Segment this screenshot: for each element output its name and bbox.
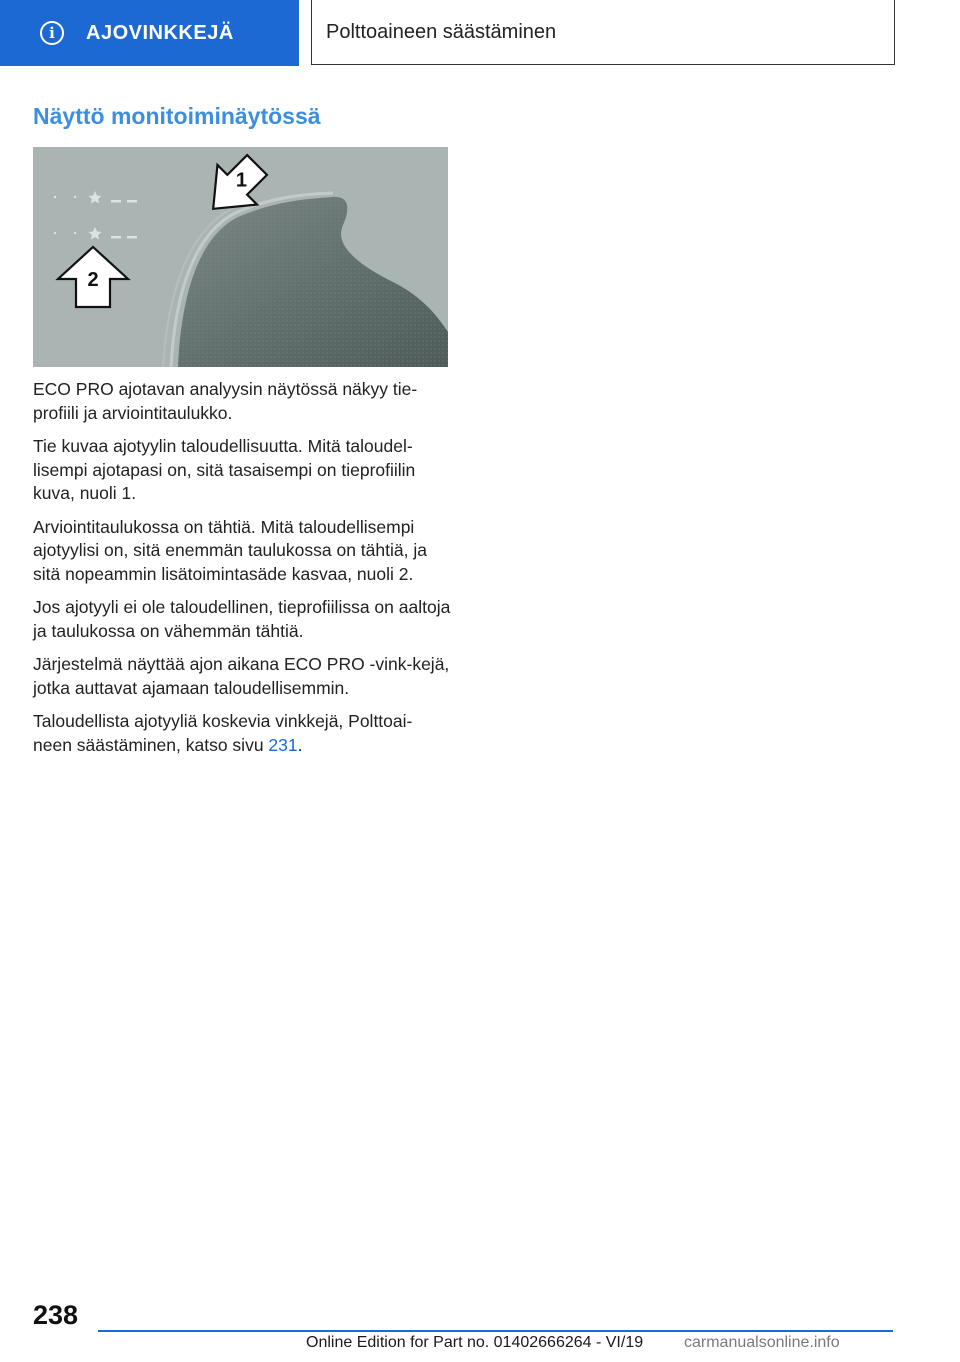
page-number: 238 — [33, 1300, 79, 1330]
section-title: Näyttö monitoiminäytössä — [33, 103, 321, 129]
paragraph: ECO PRO ajotavan analyysin näytössä näkyy tie-profiili ja arviointitaulukko. — [33, 379, 418, 423]
paragraph-text-end: . — [297, 734, 303, 755]
paragraph: Järjestelmä näyttää ajon aikana ECO PRO -vink-kejä, jotka auttavat ajamaan taloudellisemmin. — [33, 654, 450, 698]
header-section-tab — [0, 0, 299, 66]
footer-watermark: carmanualsonline.info — [684, 1334, 840, 1351]
arrow-1-label: 1 — [235, 169, 248, 192]
header-chapter-title: Polttoaineen säästäminen — [326, 20, 557, 43]
paragraph-text: Taloudellista ajotyyliä koskevia vinkkejä, Polttoai-neen säästäminen, katso sivu — [33, 711, 413, 755]
paragraph-with-reference — [33, 710, 451, 757]
header-chapter-box — [311, 0, 895, 65]
body-text — [33, 378, 451, 767]
info-icon: i — [40, 21, 64, 45]
paragraph: Tie kuvaa ajotyylin taloudellisuutta. Mitä taloudel-lisempi ajotapasi on, sitä tasaisempi on tieprofiilin kuva, nuoli 1. — [33, 436, 416, 503]
paragraph: Jos ajotyyli ei ole taloudellinen, tieprofiilissa on aaltoja ja taulukossa on vähemmän tähtiä. — [33, 597, 451, 641]
footer-edition-text: Online Edition for Part no. 01402666264 - VI/19 — [306, 1334, 644, 1351]
page-reference-link[interactable]: 231 — [268, 734, 298, 755]
header-section-label: AJOVINKKEJÄ — [86, 21, 234, 44]
footer-divider — [98, 1330, 893, 1332]
eco-pro-display-figure — [33, 147, 448, 367]
arrow-2-label: 2 — [87, 269, 99, 291]
eco-pro-display-illustration — [33, 147, 448, 367]
paragraph: Arviointitaulukossa on tähtiä. Mitä taloudellisempi ajotyylisi on, sitä enemmän taulukossa on tähtiä, ja sitä nopeammin lisätoimintasäde kasvaa, nuoli 2. — [33, 516, 427, 584]
